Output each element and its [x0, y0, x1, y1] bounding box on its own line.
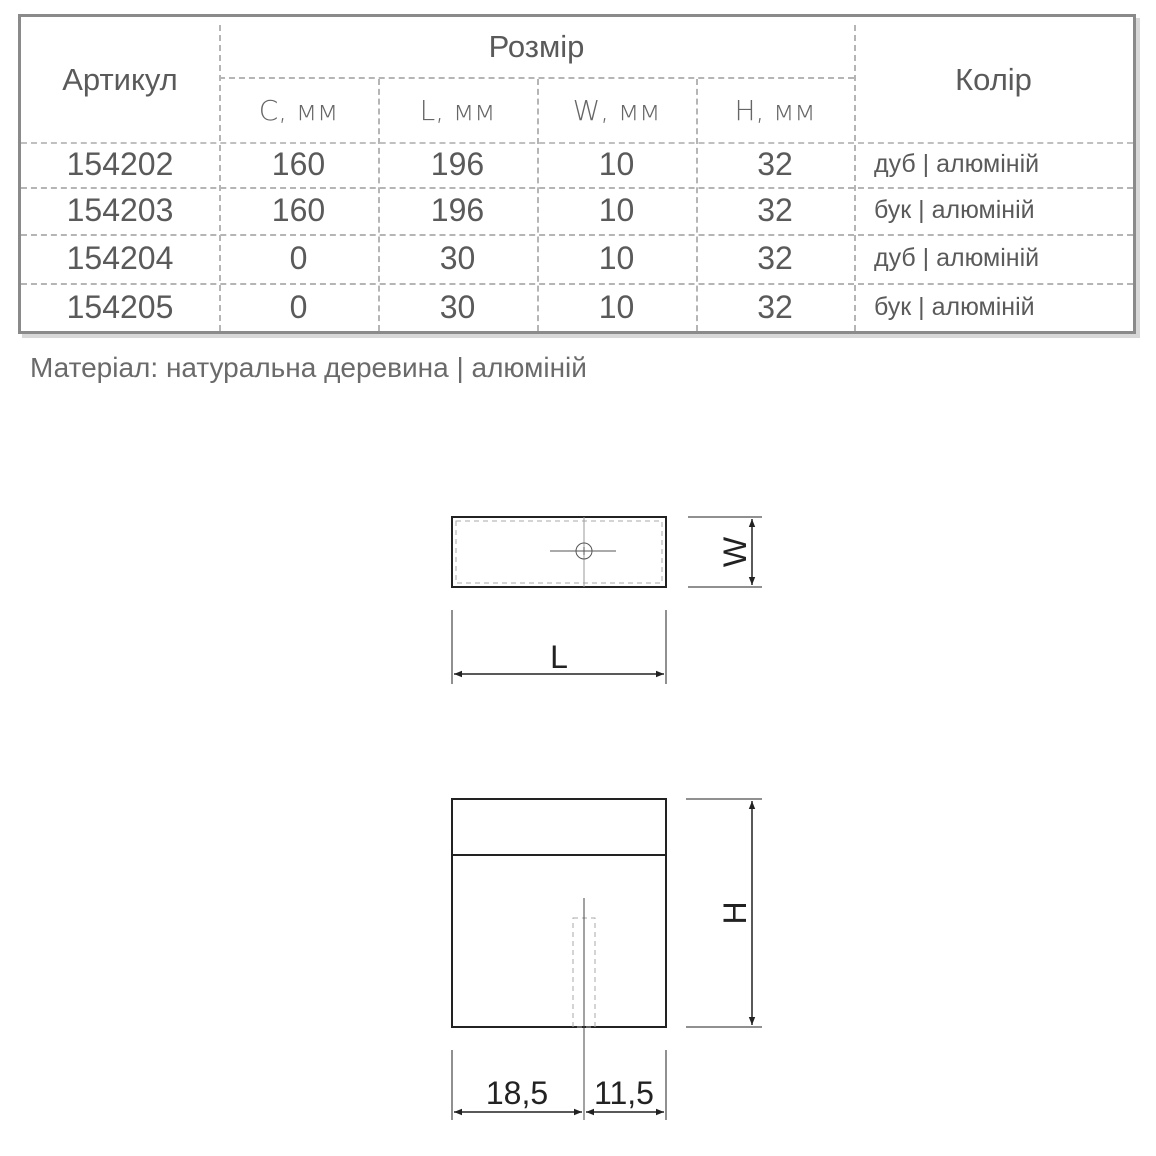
- row4-c: 0: [289, 288, 308, 325]
- header-c: C, мм: [258, 94, 339, 127]
- side-view: [452, 799, 762, 1120]
- row4-article: 154205: [66, 288, 174, 325]
- header-article: Артикул: [62, 61, 178, 97]
- row4-h: 32: [757, 288, 793, 325]
- row4-color: бук | алюміній: [874, 292, 1035, 321]
- spec-table: [18, 14, 1136, 334]
- header-l: L, мм: [419, 94, 496, 127]
- dim-label-h: H: [717, 901, 753, 925]
- row3-article: 154204: [66, 240, 174, 276]
- dim-label-left-offset: 18,5: [485, 1075, 549, 1111]
- header-w: W, мм: [572, 94, 661, 127]
- header-size: Розмір: [488, 29, 585, 64]
- dim-label-right-offset: 11,5: [594, 1075, 654, 1111]
- row3-c: 0: [289, 240, 308, 276]
- row1-article: 154202: [66, 146, 174, 182]
- row2-c: 160: [271, 192, 326, 228]
- row3-color: дуб | алюміній: [874, 244, 1040, 272]
- row2-w: 10: [598, 192, 635, 228]
- row3-l: 30: [439, 240, 476, 276]
- row1-h: 32: [757, 146, 793, 182]
- dim-label-l: L: [550, 639, 568, 675]
- header-color: Колір: [955, 61, 1032, 97]
- header-h: H, мм: [734, 94, 816, 127]
- material-note: Матеріал: натуральна деревина | алюміній: [30, 352, 587, 383]
- row4-w: 10: [598, 288, 635, 325]
- row4-l: 30: [439, 288, 476, 325]
- dim-label-w: W: [717, 536, 753, 568]
- row1-w: 10: [598, 146, 635, 182]
- row3-h: 32: [757, 240, 793, 276]
- row2-l: 196: [430, 192, 485, 228]
- top-view: [452, 517, 762, 684]
- row2-color: бук | алюміній: [874, 196, 1035, 224]
- row2-h: 32: [757, 192, 793, 228]
- row1-l: 196: [430, 146, 485, 182]
- row2-article: 154203: [66, 192, 174, 228]
- row3-w: 10: [598, 240, 635, 276]
- row1-c: 160: [271, 146, 326, 182]
- row1-color: дуб | алюміній: [874, 150, 1040, 178]
